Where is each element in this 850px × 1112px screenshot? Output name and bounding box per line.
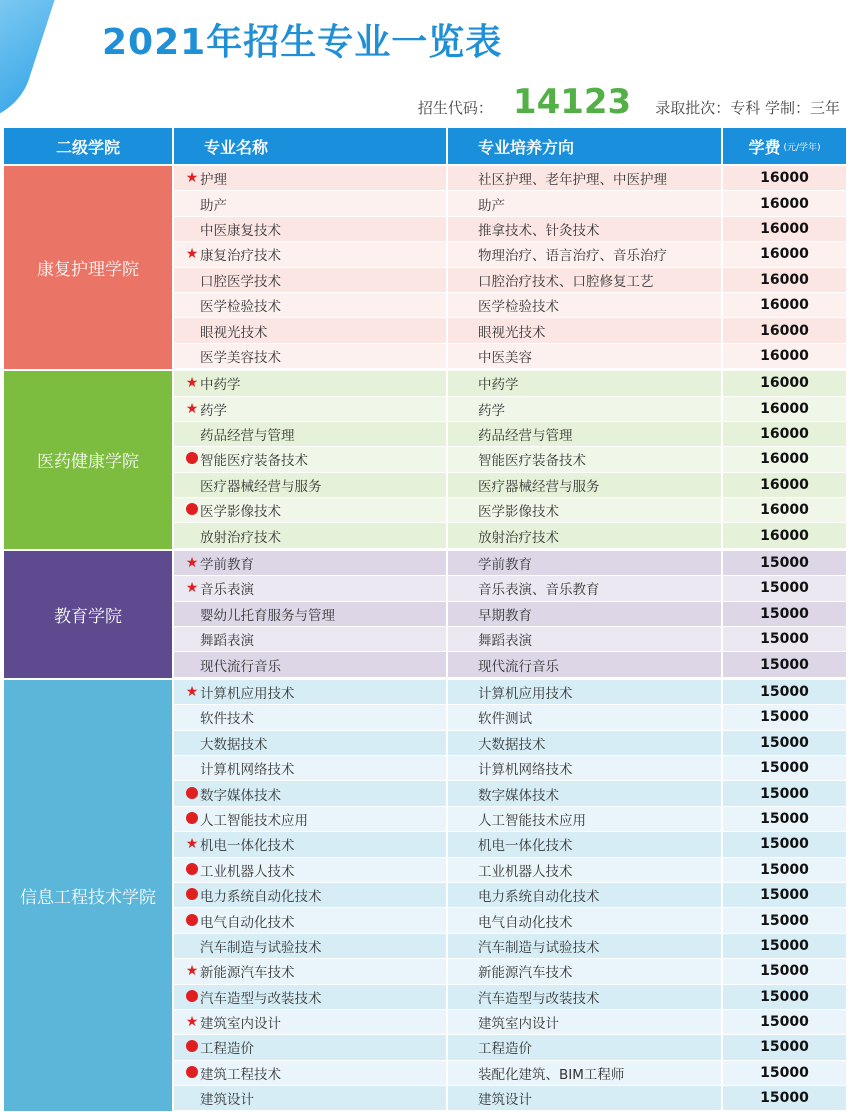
major-name-cell bbox=[174, 705, 448, 729]
direction-cell: 药品经营与管理 bbox=[448, 422, 723, 446]
major-name: 医疗器械经营与服务 bbox=[200, 478, 322, 495]
red-star-icon: ★ bbox=[185, 684, 199, 700]
major-name-cell bbox=[174, 551, 448, 575]
direction-cell: 现代流行音乐 bbox=[448, 652, 723, 676]
major-name: 新能源汽车技术 bbox=[200, 965, 295, 982]
direction-cell: 中医美容 bbox=[448, 344, 723, 368]
college-rows bbox=[174, 680, 846, 1112]
batch-info: 录取批次：专科 学制：三年 bbox=[655, 99, 840, 117]
major-name-cell bbox=[174, 1010, 448, 1034]
fee-cell: 16000 bbox=[760, 271, 809, 288]
major-name-cell bbox=[174, 627, 448, 651]
major-name: 机电一体化技术 bbox=[200, 838, 295, 855]
fee-cell: 15000 bbox=[760, 810, 809, 827]
fee-cell: 16000 bbox=[760, 426, 809, 443]
major-name: 建筑室内设计 bbox=[200, 1016, 281, 1033]
red-star-icon: ★ bbox=[185, 246, 199, 263]
table-row bbox=[174, 422, 846, 447]
direction-cell: 放射治疗技术 bbox=[448, 523, 723, 547]
enrollment-info bbox=[418, 82, 840, 122]
fee-cell: 15000 bbox=[760, 937, 809, 954]
major-name-cell bbox=[174, 781, 448, 805]
table-row bbox=[174, 652, 846, 677]
direction-cell: 建筑室内设计 bbox=[448, 1010, 723, 1034]
direction-cell: 建筑设计 bbox=[448, 1086, 723, 1110]
red-star-icon: ★ bbox=[185, 1014, 199, 1031]
enroll-code: 14123 bbox=[512, 82, 632, 122]
red-dot-icon bbox=[184, 1039, 200, 1055]
major-name: 眼视光技术 bbox=[200, 324, 268, 341]
direction-cell: 大数据技术 bbox=[448, 731, 723, 755]
major-name: 中医康复技术 bbox=[200, 222, 281, 239]
fee-cell: 16000 bbox=[760, 297, 809, 314]
major-name: 计算机应用技术 bbox=[200, 686, 295, 702]
fee-cell: 15000 bbox=[760, 555, 809, 572]
major-name: 数字媒体技术 bbox=[200, 787, 281, 804]
major-name-cell bbox=[174, 318, 448, 342]
direction-cell: 助产 bbox=[448, 191, 723, 215]
major-name-cell bbox=[174, 883, 448, 907]
table-row bbox=[174, 908, 846, 933]
fee-cell: 15000 bbox=[760, 988, 809, 1005]
direction-cell: 计算机应用技术 bbox=[448, 680, 723, 704]
major-name-cell bbox=[174, 832, 448, 856]
red-dot-icon bbox=[184, 1065, 200, 1081]
fee-cell: 16000 bbox=[760, 246, 809, 263]
major-name: 工业机器人技术 bbox=[200, 863, 295, 880]
direction-cell: 汽车制造与试验技术 bbox=[448, 934, 723, 958]
table-row bbox=[174, 680, 846, 705]
fee-cell: 15000 bbox=[760, 1014, 809, 1031]
major-name-cell bbox=[174, 191, 448, 215]
header-major: 专业名称 bbox=[174, 128, 448, 164]
direction-cell: 早期教育 bbox=[448, 602, 723, 626]
red-dot-icon bbox=[184, 811, 200, 827]
table-row bbox=[174, 318, 846, 343]
fee-cell: 15000 bbox=[760, 887, 809, 904]
fee-cell: 16000 bbox=[760, 220, 809, 237]
direction-cell: 电气自动化技术 bbox=[448, 908, 723, 932]
major-name-cell bbox=[174, 985, 448, 1009]
direction-cell: 工程造价 bbox=[448, 1035, 723, 1059]
fee-cell: 16000 bbox=[760, 527, 809, 544]
major-name: 人工智能技术应用 bbox=[200, 812, 308, 829]
table-row bbox=[174, 242, 846, 267]
table-row bbox=[174, 523, 846, 548]
fee-cell: 16000 bbox=[760, 347, 809, 364]
major-name-cell bbox=[174, 652, 448, 676]
header-fee-label: 学费 bbox=[748, 137, 781, 157]
table-row bbox=[174, 858, 846, 883]
major-name-cell bbox=[174, 1086, 448, 1110]
college-group bbox=[4, 678, 846, 1112]
header-college: 二级学院 bbox=[4, 128, 174, 164]
fee-cell: 15000 bbox=[760, 684, 809, 700]
major-name: 助产 bbox=[200, 197, 227, 214]
major-name: 智能医疗装备技术 bbox=[200, 453, 308, 470]
major-name: 舞蹈表演 bbox=[200, 633, 254, 650]
fee-cell: 15000 bbox=[760, 912, 809, 929]
direction-cell: 机电一体化技术 bbox=[448, 832, 723, 856]
major-name: 康复治疗技术 bbox=[200, 248, 281, 265]
red-star-icon: ★ bbox=[185, 836, 199, 853]
table-header bbox=[4, 128, 846, 164]
major-name-cell bbox=[174, 498, 448, 522]
table-row bbox=[174, 959, 846, 984]
college-name: 医药健康学院 bbox=[4, 371, 174, 549]
major-name: 医学美容技术 bbox=[200, 349, 281, 366]
table-row bbox=[174, 602, 846, 627]
major-name-cell bbox=[174, 344, 448, 368]
table-row bbox=[174, 191, 846, 216]
major-name: 药品经营与管理 bbox=[200, 428, 295, 445]
major-name-cell bbox=[174, 397, 448, 421]
direction-cell: 音乐表演、音乐教育 bbox=[448, 576, 723, 600]
major-name-cell bbox=[174, 807, 448, 831]
table-row bbox=[174, 1035, 846, 1060]
fee-cell: 15000 bbox=[760, 1039, 809, 1056]
fee-cell: 15000 bbox=[760, 631, 809, 648]
major-name: 音乐表演 bbox=[200, 582, 254, 599]
major-name-cell bbox=[174, 602, 448, 626]
fee-cell: 15000 bbox=[760, 709, 809, 726]
red-dot-icon bbox=[184, 887, 200, 903]
fee-cell: 15000 bbox=[760, 836, 809, 853]
page-title: 2021年招生专业一览表 bbox=[102, 22, 503, 63]
table-row bbox=[174, 293, 846, 318]
direction-cell: 物理治疗、语言治疗、音乐治疗 bbox=[448, 242, 723, 266]
red-star-icon: ★ bbox=[185, 170, 199, 187]
fee-cell: 16000 bbox=[760, 502, 809, 519]
major-name: 建筑设计 bbox=[200, 1092, 254, 1109]
direction-cell: 电力系统自动化技术 bbox=[448, 883, 723, 907]
table-row bbox=[174, 705, 846, 730]
major-name-cell bbox=[174, 731, 448, 755]
direction-cell: 推拿技术、针灸技术 bbox=[448, 217, 723, 241]
table-row bbox=[174, 807, 846, 832]
table-row bbox=[174, 217, 846, 242]
major-name-cell bbox=[174, 371, 448, 395]
major-name-cell bbox=[174, 447, 448, 471]
fee-cell: 15000 bbox=[760, 580, 809, 597]
direction-cell: 眼视光技术 bbox=[448, 318, 723, 342]
fee-cell: 15000 bbox=[760, 963, 809, 980]
table-row bbox=[174, 781, 846, 806]
fee-cell: 16000 bbox=[760, 476, 809, 493]
major-name: 口腔医学技术 bbox=[200, 273, 281, 290]
major-name: 软件技术 bbox=[200, 711, 254, 728]
table-body bbox=[4, 164, 846, 1111]
direction-cell: 装配化建筑、BIM工程师 bbox=[448, 1061, 723, 1085]
direction-cell: 医疗器械经营与服务 bbox=[448, 473, 723, 497]
table-row bbox=[174, 883, 846, 908]
major-name-cell bbox=[174, 576, 448, 600]
red-star-icon: ★ bbox=[185, 555, 199, 572]
header-fee bbox=[723, 128, 846, 164]
major-name: 放射治疗技术 bbox=[200, 529, 281, 546]
table-row bbox=[174, 371, 846, 396]
major-name: 建筑工程技术 bbox=[200, 1066, 281, 1083]
major-name: 学前教育 bbox=[200, 557, 254, 574]
fee-cell: 15000 bbox=[760, 656, 809, 673]
major-name-cell bbox=[174, 1061, 448, 1085]
fee-cell: 16000 bbox=[760, 375, 809, 392]
major-name: 婴幼儿托育服务与管理 bbox=[200, 607, 335, 624]
table-row bbox=[174, 627, 846, 652]
college-rows bbox=[174, 371, 846, 549]
direction-cell: 数字媒体技术 bbox=[448, 781, 723, 805]
table-row bbox=[174, 934, 846, 959]
enroll-code-label: 招生代码： bbox=[417, 99, 493, 117]
table-row bbox=[174, 985, 846, 1010]
major-name: 汽车造型与改装技术 bbox=[200, 990, 322, 1007]
major-name-cell bbox=[174, 422, 448, 446]
major-name-cell bbox=[174, 268, 448, 292]
direction-cell: 计算机网络技术 bbox=[448, 756, 723, 780]
college-rows bbox=[174, 551, 846, 678]
fee-cell: 15000 bbox=[760, 605, 809, 622]
major-name-cell bbox=[174, 217, 448, 241]
major-name: 大数据技术 bbox=[200, 736, 268, 753]
fee-cell: 16000 bbox=[760, 322, 809, 339]
direction-cell: 人工智能技术应用 bbox=[448, 807, 723, 831]
major-name-cell bbox=[174, 934, 448, 958]
fee-cell: 15000 bbox=[760, 1064, 809, 1081]
major-name: 药学 bbox=[200, 402, 227, 419]
college-name: 教育学院 bbox=[4, 551, 174, 678]
major-name: 电力系统自动化技术 bbox=[200, 889, 322, 906]
fee-cell: 16000 bbox=[760, 400, 809, 417]
direction-cell: 舞蹈表演 bbox=[448, 627, 723, 651]
table-row bbox=[174, 832, 846, 857]
major-name: 工程造价 bbox=[200, 1041, 254, 1058]
corner-decoration bbox=[0, 0, 64, 120]
college-name: 信息工程技术学院 bbox=[4, 680, 174, 1112]
major-name-cell bbox=[174, 473, 448, 497]
table-row bbox=[174, 498, 846, 523]
major-name-cell bbox=[174, 908, 448, 932]
table-row bbox=[174, 447, 846, 472]
fee-cell: 16000 bbox=[760, 195, 809, 212]
table-row bbox=[174, 344, 846, 369]
major-name-cell bbox=[174, 756, 448, 780]
direction-cell: 智能医疗装备技术 bbox=[448, 447, 723, 471]
red-star-icon: ★ bbox=[185, 375, 199, 392]
fee-cell: 15000 bbox=[760, 760, 809, 777]
table-row bbox=[174, 756, 846, 781]
major-name: 现代流行音乐 bbox=[200, 658, 281, 675]
fee-cell: 15000 bbox=[760, 861, 809, 878]
table-row bbox=[174, 551, 846, 576]
major-name: 电气自动化技术 bbox=[200, 914, 295, 931]
major-name-cell bbox=[174, 1035, 448, 1059]
major-name: 中药学 bbox=[200, 377, 241, 394]
direction-cell: 新能源汽车技术 bbox=[448, 959, 723, 983]
college-group bbox=[4, 549, 846, 678]
direction-cell: 学前教育 bbox=[448, 551, 723, 575]
major-name-cell bbox=[174, 959, 448, 983]
red-dot-icon bbox=[184, 913, 200, 929]
direction-cell: 医学影像技术 bbox=[448, 498, 723, 522]
table-row bbox=[174, 576, 846, 601]
red-star-icon: ★ bbox=[185, 400, 199, 417]
table-row bbox=[174, 166, 846, 191]
direction-cell: 医学检验技术 bbox=[448, 293, 723, 317]
major-name: 医学影像技术 bbox=[200, 504, 281, 521]
fee-cell: 16000 bbox=[760, 170, 809, 187]
major-name: 计算机网络技术 bbox=[200, 762, 295, 779]
major-name-cell bbox=[174, 293, 448, 317]
direction-cell: 口腔治疗技术、口腔修复工艺 bbox=[448, 268, 723, 292]
major-name-cell bbox=[174, 523, 448, 547]
fee-cell: 15000 bbox=[760, 734, 809, 751]
direction-cell: 工业机器人技术 bbox=[448, 858, 723, 882]
direction-cell: 汽车造型与改装技术 bbox=[448, 985, 723, 1009]
major-name: 护理 bbox=[200, 172, 227, 189]
red-star-icon: ★ bbox=[185, 580, 199, 597]
direction-cell: 社区护理、老年护理、中医护理 bbox=[448, 166, 723, 190]
fee-cell: 16000 bbox=[760, 451, 809, 468]
college-group bbox=[4, 369, 846, 549]
major-name: 汽车制造与试验技术 bbox=[200, 939, 322, 956]
fee-cell: 15000 bbox=[760, 1090, 809, 1107]
direction-cell: 软件测试 bbox=[448, 705, 723, 729]
red-dot-icon bbox=[184, 786, 200, 802]
header-fee-unit: (元/学年) bbox=[783, 142, 821, 153]
red-dot-icon bbox=[184, 451, 200, 467]
major-name-cell bbox=[174, 680, 448, 704]
direction-cell: 药学 bbox=[448, 397, 723, 421]
table-row bbox=[174, 473, 846, 498]
table-row bbox=[174, 397, 846, 422]
red-star-icon: ★ bbox=[185, 963, 199, 980]
major-name-cell bbox=[174, 858, 448, 882]
table-row bbox=[174, 268, 846, 293]
header-direction: 专业培养方向 bbox=[448, 128, 723, 164]
fee-cell: 15000 bbox=[760, 785, 809, 802]
red-dot-icon bbox=[184, 502, 200, 518]
table-row bbox=[174, 1010, 846, 1035]
major-name: 医学检验技术 bbox=[200, 299, 281, 316]
major-name-cell bbox=[174, 166, 448, 190]
red-dot-icon bbox=[184, 862, 200, 878]
red-dot-icon bbox=[184, 989, 200, 1005]
direction-cell: 中药学 bbox=[448, 371, 723, 395]
college-rows bbox=[174, 166, 846, 369]
table-row bbox=[174, 731, 846, 756]
college-name: 康复护理学院 bbox=[4, 166, 174, 369]
majors-table bbox=[4, 128, 846, 1111]
major-name-cell bbox=[174, 242, 448, 266]
college-group bbox=[4, 164, 846, 369]
table-row bbox=[174, 1086, 846, 1111]
table-row bbox=[174, 1061, 846, 1086]
